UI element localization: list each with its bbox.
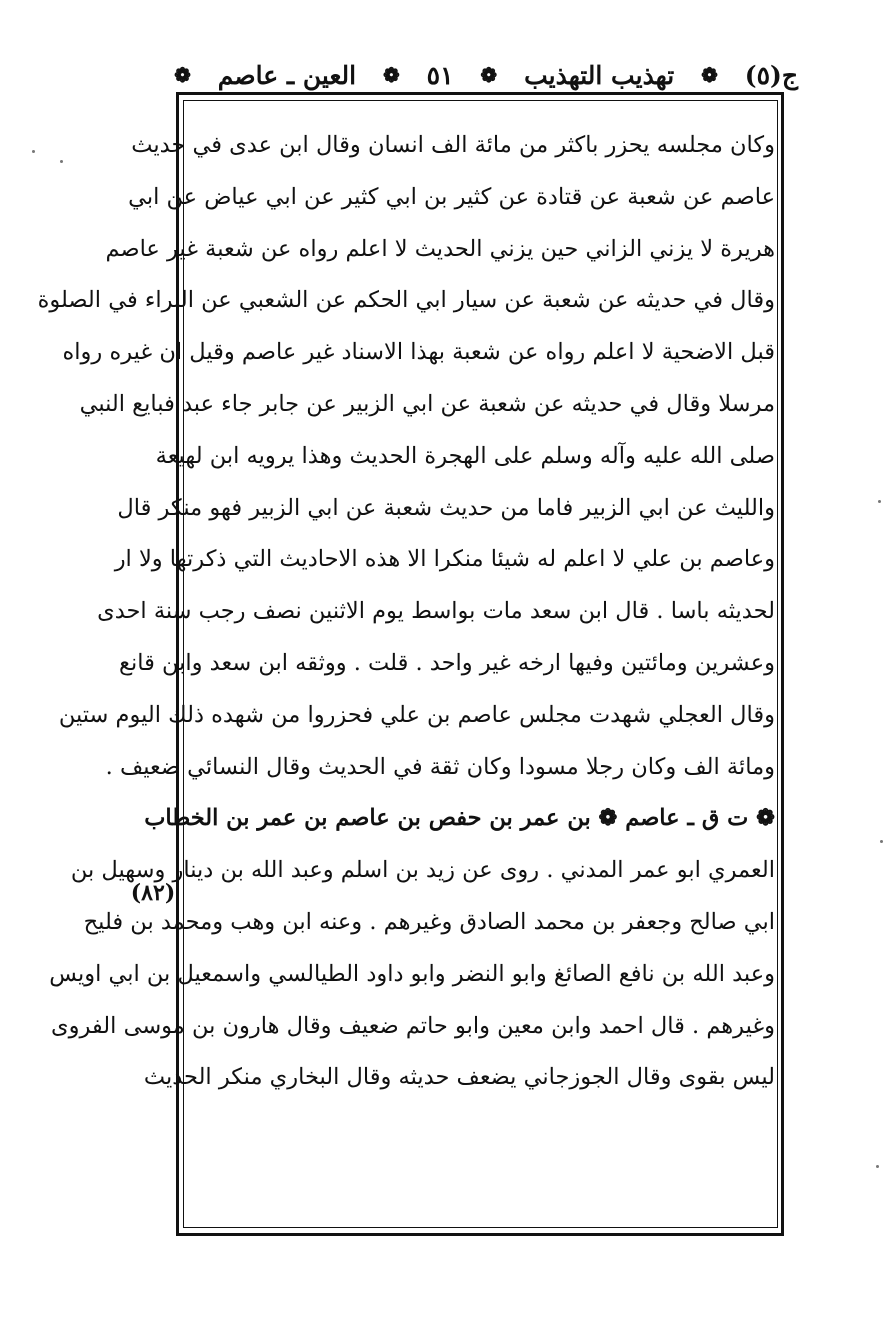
text-line: العمري ابو عمر المدني . روى عن زيد بن اسلم وعبد الله بن دينار وسهيل بن (70, 857, 775, 884)
text-line: لحديثه باسا . قال ابن سعد مات بواسط يوم الاثنين نصف رجب سنة احدى (97, 598, 775, 625)
text-line: مرسلا وقال في حديثه عن شعبة عن ابي الزبير عن جابر جاء عبد فبايع النبي (79, 390, 775, 417)
text-line: قبل الاضحية لا اعلم رواه عن شعبة بهذا الاسناد غير عاصم وقيل ان غيره رواه (62, 339, 775, 366)
ornament-icon: ❁ (480, 63, 498, 87)
text-line: ومائة الف وكان رجلا مسودا وكان ثقة في الحديث وقال النسائي ضعيف . (105, 753, 775, 780)
margin-entry-number: (٨٢) (130, 880, 176, 906)
text-line: وعبد الله بن نافع الصائغ وابو النضر وابو داود الطيالسي واسمعيل بن ابي اويس (49, 960, 775, 987)
text-line: هريرة لا يزني الزاني حين يزني الحديث لا اعلم رواه عن شعبة غير عاصم (105, 235, 775, 262)
section-title: العين ـ عاصم (217, 60, 357, 90)
scan-speck (880, 840, 883, 843)
scan-speck (60, 160, 63, 163)
text-line: عاصم عن شعبة عن قتادة عن كثير بن ابي كثير عن ابي عياض عن ابي (128, 183, 775, 210)
text-line: وغيرهم . قال احمد وابن معين وابو حاتم ضعيف وقال هارون بن موسى الفروى (51, 1012, 775, 1039)
text-line: وقال في حديثه عن شعبة عن سيار ابي الحكم عن الشعبي عن البراء في الصلوة (37, 287, 775, 314)
scan-speck (32, 150, 35, 153)
text-line: والليث عن ابي الزبير فاما من حديث شعبة عن ابي الزبير فهو منكر قال (117, 494, 775, 521)
text-line: وكان مجلسه يحزر باكثر من مائة الف انسان وقال ابن عدى في حديث (131, 132, 775, 158)
text-line: ليس بقوى وقال الجوزجاني يضعف حديثه وقال البخاري منكر الحديث (143, 1064, 775, 1091)
scan-speck (876, 1165, 879, 1168)
text-line: وقال العجلي شهدت مجلس عاصم بن علي فحزروا من شهده ذلك اليوم ستين (58, 701, 775, 728)
text-line: وعاصم بن علي لا اعلم له شيئا منكرا الا هذه الاحاديث التي ذكرتها ولا ار (114, 546, 775, 573)
text-line: وعشرين ومائتين وفيها ارخه غير واحد . قلت . ووثقه ابن سعد وابن قانع (119, 649, 775, 676)
ornament-icon: ❁ (701, 63, 718, 87)
ornament-icon: ❁ (382, 63, 400, 87)
page-number: ٥١ (426, 60, 454, 90)
text-line: صلى الله عليه وآله وسلم على الهجرة الحديث وهذا يرويه ابن لهيعة (155, 442, 775, 469)
entry-heading-line: ❁ ت ق ـ عاصم ❁ بن عمر بن حفص بن عاصم بن عمر بن الخطاب (144, 805, 775, 832)
volume-label: ج(٥) (744, 60, 798, 90)
ornament-icon: ❁ (174, 63, 191, 87)
scan-speck (878, 500, 881, 503)
book-title: تهذيب التهذيب (524, 60, 675, 90)
text-line: ابي صالح وجعفر بن محمد الصادق وغيرهم . وعنه ابن وهب ومحمد بن فليح (83, 908, 775, 935)
